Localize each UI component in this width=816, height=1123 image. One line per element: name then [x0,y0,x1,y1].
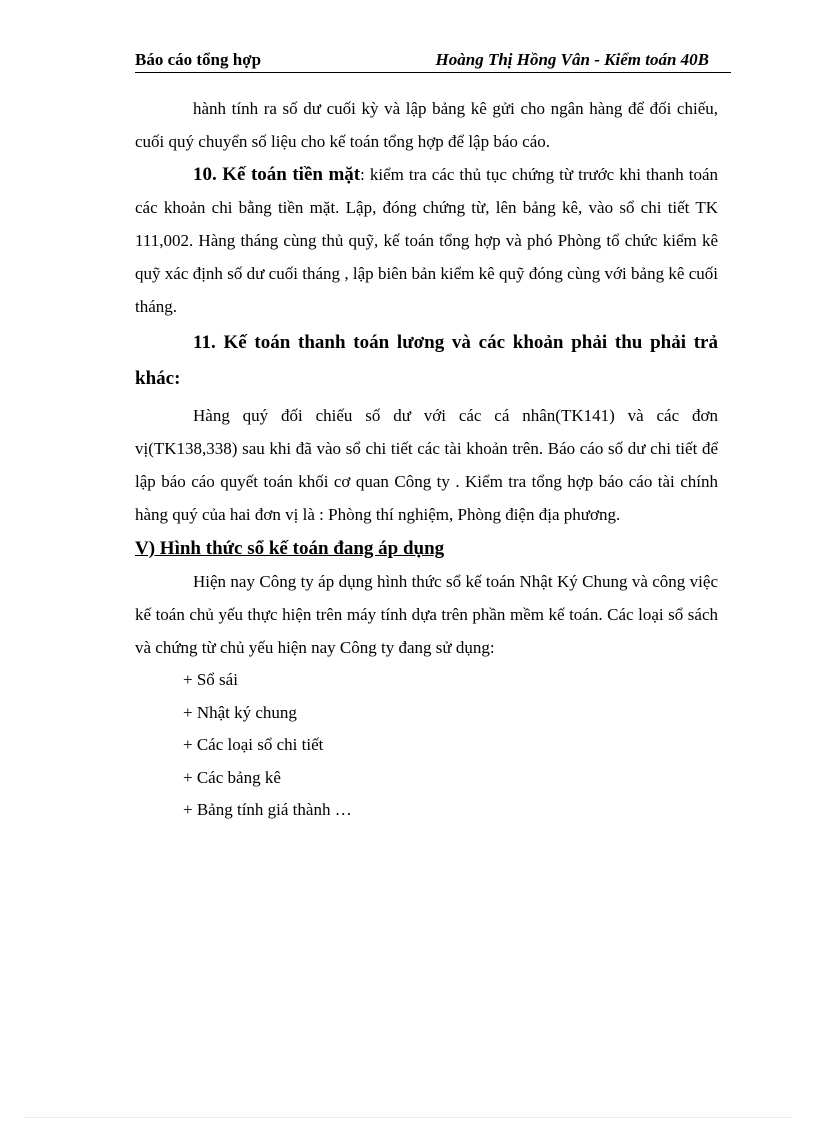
list-item: + Các bảng kê [183,767,281,787]
document-body [135,92,718,827]
item-10-text: : kiểm tra các thủ tục chứng từ trước khi thanh toán các khoản chi bằng tiền mặt. Lập, đóng chứng từ, lên bảng kê, vào sổ chi tiết TK 111,002. Hàng tháng cùng thủ quỹ, kế toán tổng hợp và phó Phòng tổ chức kiểm kê quỹ xác định số dư cuối tháng , lập biên bản kiểm kê quỹ đóng cùng với bảng kê cuối tháng. [135,165,718,316]
section-5-text: Hiện nay Công ty áp dụng hình thức sổ kế toán Nhật Ký Chung và công việc kế toán chủ yếu thực hiện trên máy tính dựa trên phần mềm kế toán. Các loại sổ sách và chứng từ chủ yếu hiện nay Công ty đang sử dụng: [135,572,718,657]
paragraph-intro: hành tính ra số dư cuối kỳ và lập bảng kê gửi cho ngân hàng để đối chiếu, cuối quý chuyển số liệu cho kế toán tổng hợp để lập báo cáo. [135,99,718,151]
list-item: + Sổ sái [183,670,238,689]
document-list [135,664,718,827]
list-item: + Bảng tính giá thành … [183,800,352,819]
header-title: Báo cáo tổng hợp [135,50,262,69]
item-11-text: Hàng quý đối chiếu số dư với các cá nhân(TK141) và các đơn vị(TK138,338) sau khi đã vào sổ chi tiết các tài khoản trên. Báo cáo số dư chi tiết để lập báo cáo quyết toán khối cơ quan Công ty . Kiểm tra tổng hợp báo cáo tài chính hàng quý của hai đơn vị là : Phòng thí nghiệm, Phòng điện địa phương. [135,406,718,524]
list-item: + Các loại sổ chi tiết [183,735,324,754]
header-author: Hoàng Thị Hồng Vân - Kiểm toán 40B [435,50,709,69]
page-bottom-border [25,1117,791,1118]
item-11-title: 11. Kế toán thanh toán lương và các khoản phải thu phải trả khác: [135,332,718,389]
section-5-heading: V) Hình thức sổ kế toán đang áp dụng [135,538,445,559]
item-10-title: 10. Kế toán tiền mặt [193,164,361,185]
page-header [135,50,731,73]
item-10 [135,158,718,323]
list-item: + Nhật ký chung [183,702,297,722]
